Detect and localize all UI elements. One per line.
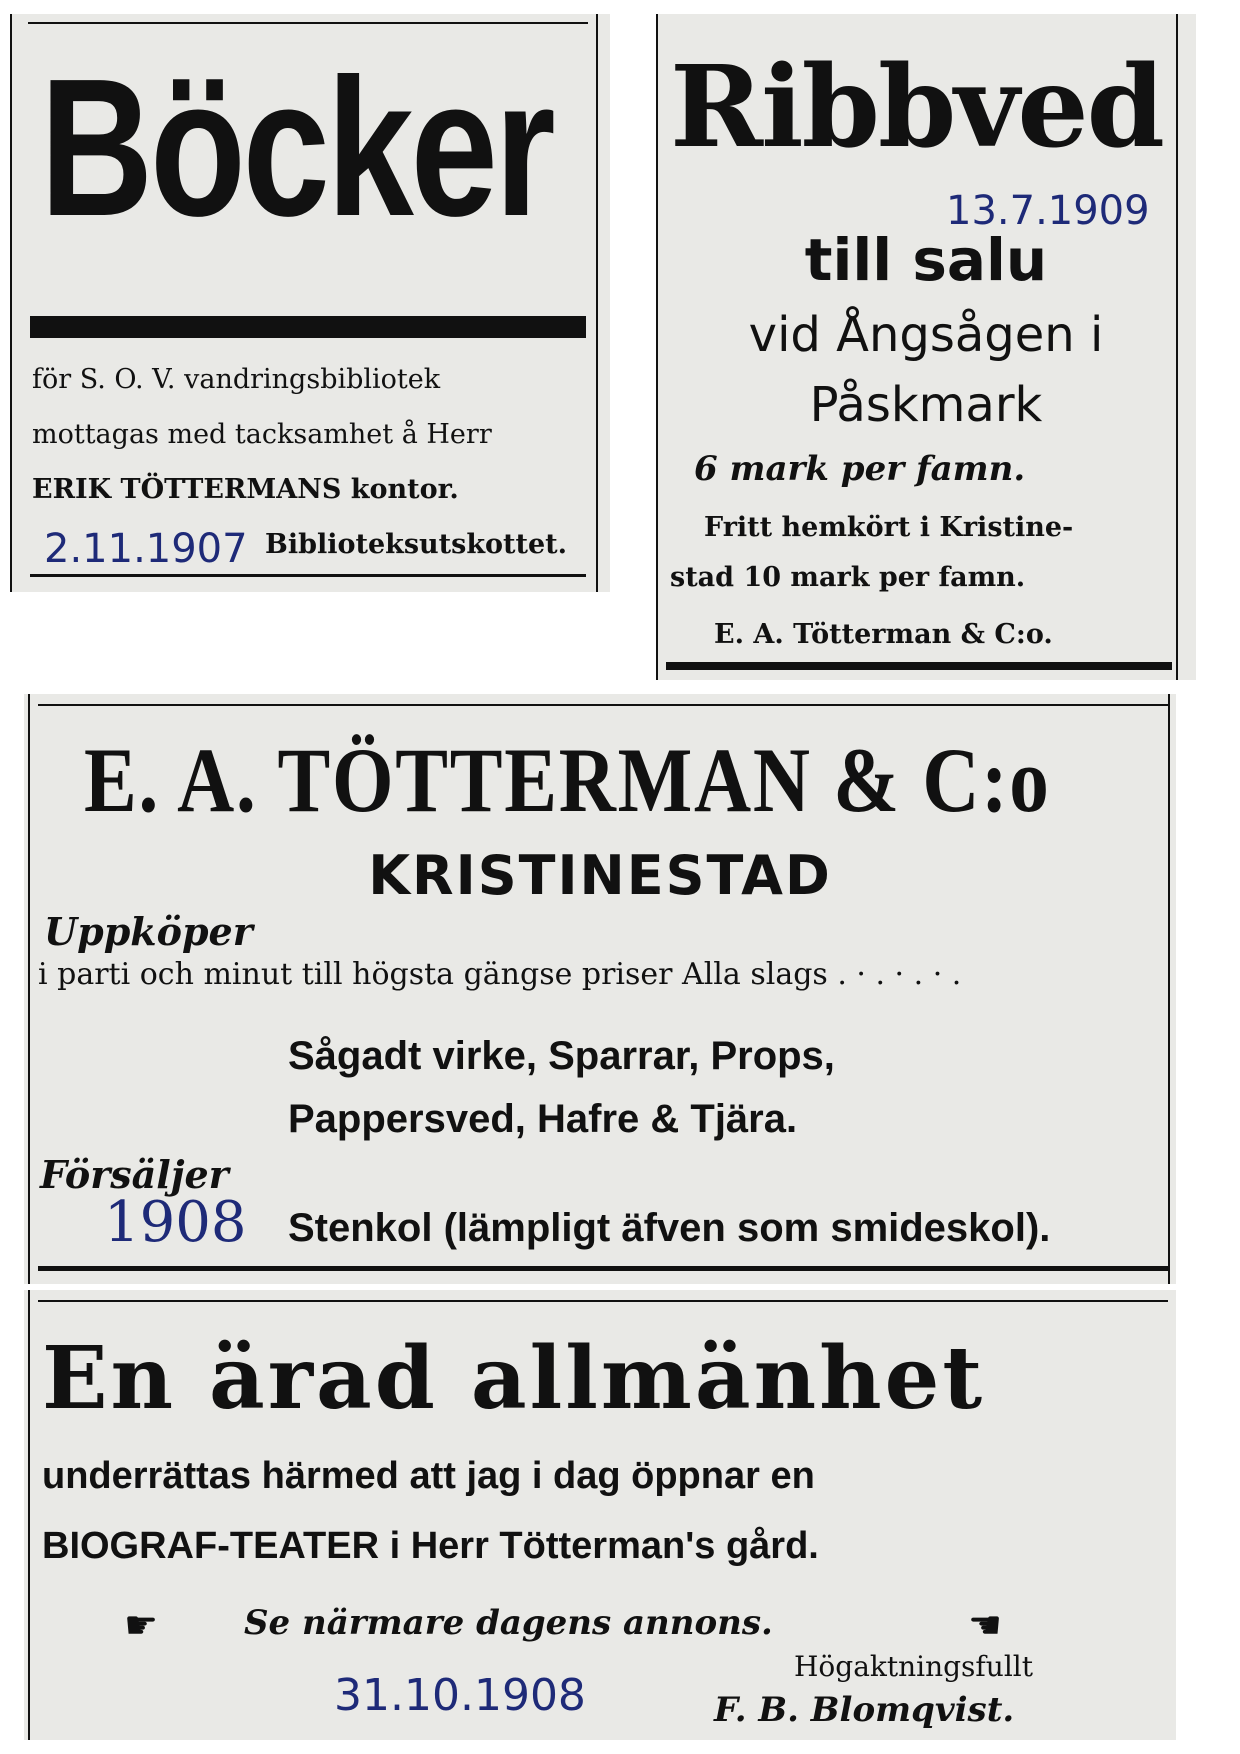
pointing-hand-left-icon: ☚	[968, 1603, 1003, 1647]
ad-signature: Biblioteksutskottet.	[265, 529, 568, 560]
clipping-bocker	[10, 14, 610, 592]
ad-reference-line: Se närmare dagens annons.	[244, 1603, 773, 1643]
ad-body-line: BIOGRAF-TEATER i Herr Tötterman's gård.	[42, 1525, 819, 1567]
ad-headline: En ärad allmänhet	[42, 1328, 986, 1429]
ad-body-line: mottagas med tacksamhet å Herr	[32, 419, 492, 450]
clipping-allmanhet	[24, 1290, 1176, 1740]
column-rule-right	[596, 14, 598, 592]
goods-line: Pappersved, Hafre & Tjära.	[288, 1097, 798, 1141]
ad-body-line: stad 10 mark per famn.	[670, 562, 1026, 593]
goods-line: Sågadt virke, Sparrar, Props,	[288, 1034, 835, 1078]
goods-line: Stenkol (lämpligt äfven som smideskol).	[288, 1206, 1051, 1250]
ad-body-line: för S. O. V. vandringsbibliotek	[32, 364, 441, 395]
ad-subheadline: KRISTINESTAD	[368, 844, 832, 907]
ad-body-line: till salu	[804, 226, 1048, 294]
ad-headline: Ribbved	[670, 42, 1163, 173]
ad-signature: F. B. Blomqvist.	[714, 1690, 1015, 1730]
ad-signature: E. A. Tötterman & C:o.	[714, 619, 1053, 650]
heavy-rule	[30, 316, 586, 338]
top-rule	[38, 704, 1168, 706]
date-annotation: 31.10.1908	[334, 1670, 586, 1721]
clipping-totterman	[24, 694, 1176, 1284]
column-rule-left	[10, 14, 12, 592]
ad-price-line: 6 mark per famn.	[694, 449, 1026, 489]
column-rule-left	[28, 1290, 30, 1740]
ad-body-line: Påskmark	[809, 377, 1043, 433]
date-annotation: 13.7.1909	[946, 188, 1150, 234]
bottom-rule	[30, 574, 586, 577]
date-annotation: 2.11.1907	[44, 526, 248, 572]
pointing-hand-right-icon: ☛	[124, 1603, 159, 1647]
date-annotation: 1908	[104, 1190, 247, 1255]
ad-body-line: Fritt hemkört i Kristine-	[704, 512, 1074, 543]
bottom-rule	[666, 662, 1172, 670]
section-label-buys: Uppköper	[44, 909, 253, 954]
ad-closing: Högaktningsfullt	[794, 1650, 1033, 1683]
top-rule	[28, 22, 588, 24]
ad-body-line: vid Ångsågen i	[748, 307, 1104, 363]
ad-body-line: underrättas härmed att jag i dag öppnar en	[42, 1455, 815, 1497]
top-rule	[38, 1300, 1168, 1302]
section-label-sells: Försäljer	[40, 1152, 229, 1197]
column-rule-left	[28, 694, 30, 1284]
ad-body-line: i parti och minut till högsta gängse priser Alla slags . · . · . · .	[38, 957, 962, 992]
ad-headline: Böcker	[40, 38, 553, 257]
ad-headline: E. A. TÖTTERMAN & C:o	[84, 729, 1051, 831]
clipping-ribbved	[656, 14, 1196, 680]
bottom-rule	[38, 1266, 1168, 1271]
column-rule-right	[1168, 694, 1170, 1284]
ad-body-line: ERIK TÖTTERMANS kontor.	[32, 474, 459, 505]
